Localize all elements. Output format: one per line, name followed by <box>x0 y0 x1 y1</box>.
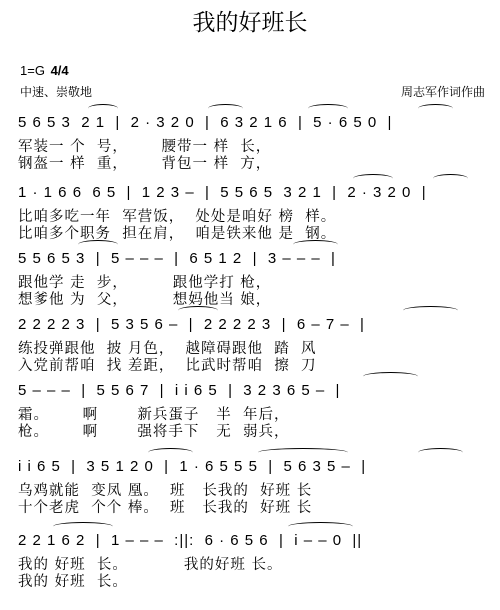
slur <box>88 104 118 113</box>
lyric-verse-1: 练投弹跟他 披 月色， 越障碍跟他 踏 风 <box>18 341 317 357</box>
slur <box>148 448 193 457</box>
tempo-marking: 中速、崇敬地 <box>20 85 93 99</box>
slur <box>288 522 353 531</box>
slur <box>53 522 113 531</box>
slur <box>293 240 338 249</box>
notation-line: 5 – – – | 5 5 6 7 | i i 6 5 | 3 2 3 6 5 – | <box>18 382 341 399</box>
lyric-verse-2: 入党前帮咱 找 差距， 比武时帮咱 擦 刀 <box>18 358 317 374</box>
notation-line: 5 5 6 5 3 | 5 – – – | 6 5 1 2 | 3 – – – | <box>18 250 336 267</box>
lyric-verse-1: 军装一 个 号， 腰带一 样 长， <box>18 139 272 155</box>
composer-credit: 周志军作词作曲 <box>400 85 485 99</box>
slur <box>403 306 458 315</box>
lyric-verse-1: 乌鸡就能 变凤 凰。 班 长我的 好班 长 <box>18 483 313 499</box>
slur <box>78 240 118 249</box>
lyric-verse-2: 钢盔一 样 重， 背包一 样 方， <box>18 156 272 172</box>
slur <box>418 448 463 457</box>
key-signature <box>20 63 69 78</box>
notation-line: i i 6 5 | 3 5 1 2 0 | 1 · 6 5 5 5 | 5 6 3 5 – | <box>18 458 367 475</box>
slur <box>418 104 453 113</box>
slur <box>258 448 348 457</box>
slur <box>353 174 393 183</box>
slur <box>433 174 468 183</box>
lyric-verse-1: 跟他学 走 步， 跟他学打 枪， <box>18 275 272 291</box>
slur <box>363 372 418 381</box>
lyric-verse-2: 我的 好班 长。 <box>18 574 128 590</box>
song-title: 我的好班长 <box>192 10 308 36</box>
lyric-verse-2: 十个老虎 个个 棒。 班 长我的 好班 长 <box>18 500 313 516</box>
slur <box>308 104 348 113</box>
notation-line: 1 · 1 6 6 6 5 | 1 2 3 – | 5 5 6 5 3 2 1 | 2 · 3 2 0 | <box>18 184 427 201</box>
lyric-verse-1: 我的 好班 长。 我的好班 长。 <box>18 557 283 573</box>
lyric-verse-2: 想爹他 为 父， 想妈他当 娘， <box>18 292 272 308</box>
notation-line: 2 2 2 2 3 | 5 3 5 6 – | 2 2 2 2 3 | 6 – 7 – | <box>18 316 365 333</box>
slur <box>178 306 218 315</box>
lyric-verse-2: 比咱多个职务 担在肩， 咱是铁来他 是 钢。 <box>18 226 337 242</box>
time-signature: 4/4 <box>50 63 69 78</box>
notation-line: 2 2 1 6 2 | 1 – – – :||: 6 · 6 5 6 | i – – 0 || <box>18 532 363 549</box>
lyric-verse-2: 枪。 啊 强将手下 无 弱兵， <box>18 424 290 440</box>
notation-line: 5 6 5 3 2 1 | 2 · 3 2 0 | 6 3 2 1 6 | 5 · 6 5 0 | <box>18 114 393 131</box>
slur <box>208 104 243 113</box>
key-label: 1=G <box>20 63 45 78</box>
lyric-verse-1: 霜。 啊 新兵蛋子 半 年后， <box>18 407 290 423</box>
lyric-verse-1: 比咱多吃一年 军营饭， 处处是咱好 榜 样。 <box>18 209 337 225</box>
